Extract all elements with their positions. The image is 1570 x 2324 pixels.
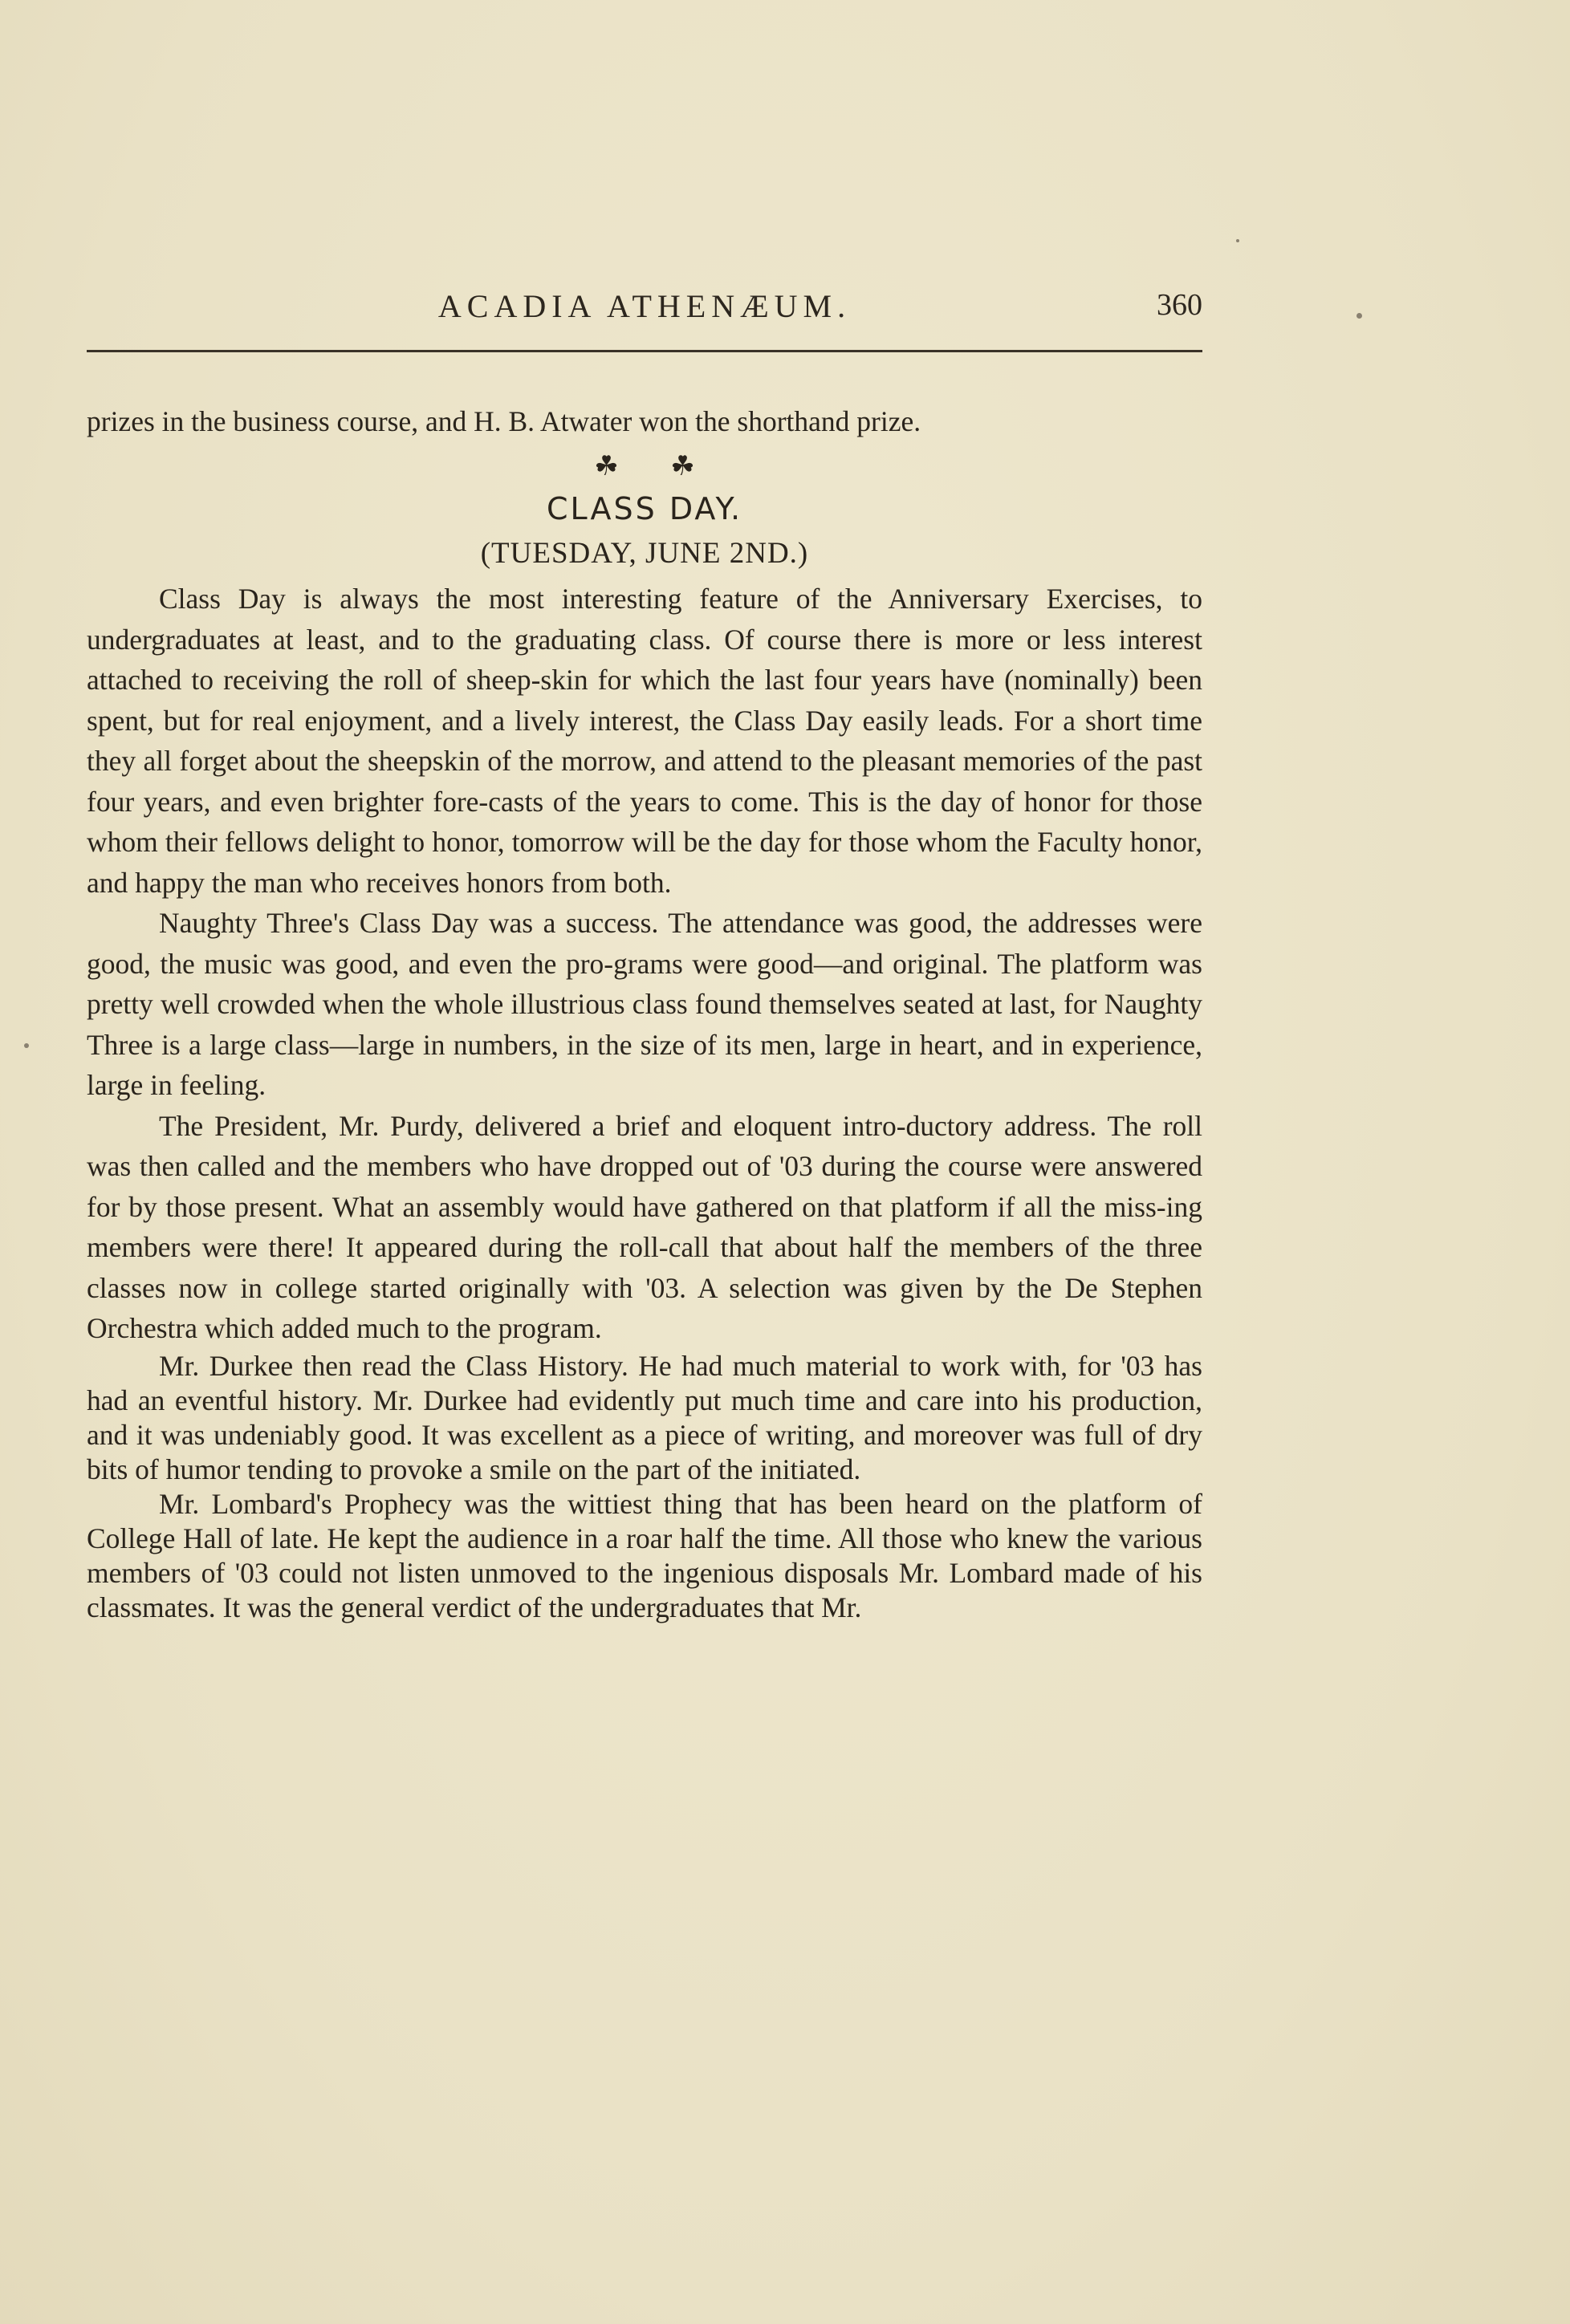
paper-speck bbox=[1356, 313, 1362, 319]
page-content bbox=[87, 273, 1202, 1623]
journal-title: ACADIA ATHENÆUM. bbox=[437, 288, 852, 324]
paragraph-continuation: prizes in the business course, and H. B. Atwater won the shorthand prize. bbox=[87, 405, 921, 437]
running-head bbox=[87, 273, 1202, 337]
paragraph: Class Day is always the most interesting feature of the Anniversary Exercises, to undergraduates at least, and to the graduating class. Of course there is more or less interest attached to receiving the roll of sheep-skin for which the last four years have (nominally) been spent, but for real enjoyment, and a lively interest, the Class Day easily leads. For a short time they all forget about the sheepskin of the morrow, and attend to the pleasant memories of the past four years, and even brighter fore-casts of the years to come. This is the day of honor for those whom their fellows delight to honor, tomorrow will be the day for those whom the Faculty honor, and happy the man who receives honors from both. bbox=[87, 583, 1202, 899]
paragraph: Naughty Three's Class Day was a success. The attendance was good, the addresses were good, the music was good, and even the pro-grams were good—and original. The platform was pretty well crowded when the whole illustrious class found themselves seated at last, for Naughty Three is a large class—large in numbers, in the size of its men, large in heart, and in experience, large in feeling. bbox=[87, 907, 1202, 1101]
section-subheading: (TUESDAY, JUNE 2ND.) bbox=[480, 537, 809, 570]
paper-speck bbox=[24, 1043, 29, 1048]
page-number: 360 bbox=[1157, 288, 1202, 322]
paragraph: Mr. Durkee then read the Class History. He had much material to work with, for '03 has had an eventful history. Mr. Durkee had evidently put much time and care into his production, and it was undeniably good. It was excellent as a piece of writing, and moreover was full of dry bits of humor tending to provoke a smile on the part of the initiated. bbox=[87, 1349, 1202, 1485]
paragraph: The President, Mr. Purdy, delivered a brief and eloquent intro-ductory address. The roll was then called and the members who have dropped out of '03 during the course were answered for by those present. What an assembly would have gathered on that platform if all the miss-ing members were there! It appeared during the roll-call that about half the members of the three classes now in college started originally with '03. A selection was given by the De Stephen Orchestra which added much to the program. bbox=[87, 1109, 1202, 1344]
paper-speck bbox=[1236, 239, 1239, 242]
paragraph: Mr. Lombard's Prophecy was the wittiest thing that has been heard on the platform of College Hall of late. He kept the audience in a roar half the time. All those who knew the various members of '03 could not listen unmoved to the ingenious disposals Mr. Lombard made of his classmates. It was the general verdict of the undergraduates that Mr. bbox=[87, 1487, 1202, 1623]
section-ornament-icon: ☘ ☘ bbox=[594, 451, 718, 481]
article-body bbox=[87, 401, 1202, 1625]
header-rule bbox=[87, 350, 1202, 352]
section-heading: CLASS DAY. bbox=[546, 491, 743, 526]
